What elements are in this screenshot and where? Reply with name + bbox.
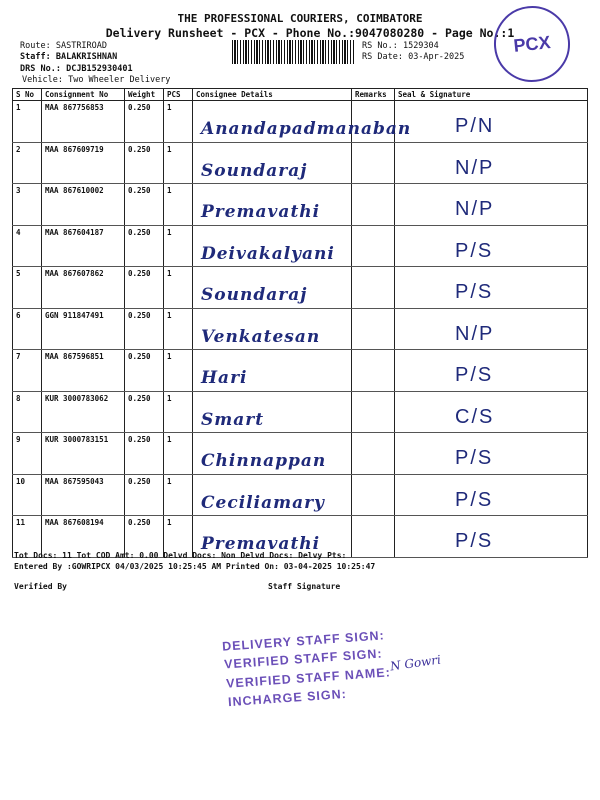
cell-sno: 9	[13, 433, 42, 475]
cell-consignment-no: MAA 867756853	[42, 101, 125, 143]
stamp-incharge-sign: INCHARGE SIGN:	[227, 686, 348, 710]
runsheet-table	[12, 88, 588, 558]
handwritten-seal-mark: P/S	[455, 239, 494, 262]
col-pcs: PCS	[164, 89, 193, 101]
cell-weight: 0.250	[125, 391, 164, 433]
cell-consignment-no: KUR 3000783062	[42, 391, 125, 433]
rs-date-line: RS Date: 03-Apr-2025	[362, 52, 465, 62]
cell-sno: 4	[13, 225, 42, 267]
staff-signature-label: Staff Signature	[268, 582, 341, 591]
handwritten-consignee-name: Premavathi	[201, 534, 321, 554]
cell-remarks	[352, 433, 395, 475]
staff-value: BALAKRISHNAN	[55, 52, 118, 62]
pcx-stamp: PCX	[490, 2, 574, 86]
handwritten-seal-mark: P/S	[455, 530, 494, 552]
table-row	[13, 391, 588, 433]
cell-consignee	[193, 433, 352, 475]
cell-pcs: 1	[164, 142, 193, 184]
cell-weight: 0.250	[125, 184, 164, 226]
col-weight: Weight	[125, 89, 164, 101]
cell-seal-signature	[395, 391, 588, 433]
verified-by-label: Verified By	[14, 582, 67, 591]
cell-pcs: 1	[164, 308, 193, 350]
table-row	[13, 184, 588, 226]
col-sno: S No	[13, 89, 42, 101]
cell-consignment-no: GGN 911847491	[42, 308, 125, 350]
cell-weight: 0.250	[125, 101, 164, 143]
table-row	[13, 142, 588, 184]
handwritten-seal-mark: C/S	[455, 405, 495, 428]
handwritten-staff-name: N Gowri	[389, 652, 442, 674]
staff-line: Staff: BALAKRISHNAN	[20, 52, 118, 62]
table-row	[13, 225, 588, 267]
vehicle-value: Two Wheeler Delivery	[68, 75, 171, 85]
cell-weight: 0.250	[125, 267, 164, 309]
cell-weight: 0.250	[125, 474, 164, 516]
cell-weight: 0.250	[125, 225, 164, 267]
cell-consignment-no: MAA 867595043	[42, 474, 125, 516]
cell-seal-signature	[395, 516, 588, 558]
cell-pcs: 1	[164, 101, 193, 143]
cell-seal-signature	[395, 267, 588, 309]
cell-seal-signature	[395, 350, 588, 392]
cell-pcs: 1	[164, 516, 193, 558]
cell-remarks	[352, 142, 395, 184]
col-remarks: Remarks	[352, 89, 395, 101]
rs-date-value: 03-Apr-2025	[408, 52, 465, 62]
cell-consignment-no: MAA 867596851	[42, 350, 125, 392]
table-row	[13, 101, 588, 143]
cell-sno: 5	[13, 267, 42, 309]
cell-pcs: 1	[164, 225, 193, 267]
cell-weight: 0.250	[125, 516, 164, 558]
cell-consignment-no: KUR 3000783151	[42, 433, 125, 475]
cell-seal-signature	[395, 433, 588, 475]
handwritten-consignee-name: Hari	[201, 368, 248, 388]
vehicle-line: Vehicle: Two Wheeler Delivery	[22, 75, 171, 85]
cell-weight: 0.250	[125, 142, 164, 184]
table-header-row	[13, 89, 588, 101]
table-row	[13, 474, 588, 516]
cell-remarks	[352, 308, 395, 350]
cell-consignee	[193, 225, 352, 267]
cell-sno: 7	[13, 350, 42, 392]
cell-sno: 2	[13, 142, 42, 184]
cell-pcs: 1	[164, 474, 193, 516]
col-seal: Seal & Signature	[395, 89, 588, 101]
cell-pcs: 1	[164, 391, 193, 433]
table-row	[13, 267, 588, 309]
cell-consignment-no: MAA 867608194	[42, 516, 125, 558]
cell-seal-signature	[395, 184, 588, 226]
cell-seal-signature	[395, 308, 588, 350]
cell-remarks	[352, 184, 395, 226]
stamp-verified-staff-name: VERIFIED STAFF NAME:	[225, 665, 392, 691]
handwritten-consignee-name: Deivakalyani	[201, 243, 335, 264]
cell-consignment-no: MAA 867609719	[42, 142, 125, 184]
handwritten-seal-mark: N/P	[455, 198, 495, 220]
route-line: Route: SASTRIROAD	[20, 41, 108, 51]
handwritten-seal-mark: P/N	[455, 115, 495, 137]
stamp-delivery-staff-sign: DELIVERY STAFF SIGN:	[221, 628, 386, 654]
rs-no-value: 1529304	[402, 41, 439, 51]
handwritten-seal-mark: P/S	[455, 281, 494, 303]
cell-consignee	[193, 184, 352, 226]
cell-sno: 8	[13, 391, 42, 433]
col-consignment: Consignment No	[42, 89, 125, 101]
cell-consignee	[193, 474, 352, 516]
cell-consignee	[193, 391, 352, 433]
col-consignee: Consignee Details	[193, 89, 352, 101]
cell-sno: 6	[13, 308, 42, 350]
handwritten-consignee-name: Soundaraj	[201, 160, 308, 181]
cell-weight: 0.250	[125, 308, 164, 350]
cell-consignment-no: MAA 867607862	[42, 267, 125, 309]
handwritten-consignee-name: Venkatesan	[201, 326, 321, 347]
cell-weight: 0.250	[125, 433, 164, 475]
cell-remarks	[352, 391, 395, 433]
cell-remarks	[352, 267, 395, 309]
cell-consignee	[193, 267, 352, 309]
drs-value: DCJB152930401	[66, 64, 133, 74]
cell-sno: 11	[13, 516, 42, 558]
cell-pcs: 1	[164, 433, 193, 475]
cell-sno: 3	[13, 184, 42, 226]
cell-remarks	[352, 225, 395, 267]
handwritten-consignee-name: Anandapadmanaban	[201, 119, 412, 139]
handwritten-seal-mark: P/S	[455, 364, 494, 386]
cell-consignee	[193, 142, 352, 184]
cell-pcs: 1	[164, 267, 193, 309]
handwritten-consignee-name: Premavathi	[201, 202, 321, 222]
drs-line: DRS No.: DCJB152930401	[20, 64, 133, 74]
table-row	[13, 308, 588, 350]
cell-seal-signature	[395, 474, 588, 516]
cell-seal-signature	[395, 142, 588, 184]
handwritten-consignee-name: Ceciliamary	[201, 492, 325, 513]
runsheet-subtitle: Delivery Runsheet - PCX - Phone No.:9047080280 - Page No.:1	[105, 26, 515, 40]
cell-sno: 10	[13, 474, 42, 516]
cell-consignee	[193, 308, 352, 350]
cell-remarks	[352, 474, 395, 516]
cell-remarks	[352, 516, 395, 558]
totals-line: Tot Docs: 11 Tot COD Amt: 0.00 Delvd Docs: Non Delvd Docs: Delvy Pts:	[14, 551, 347, 560]
cell-remarks	[352, 350, 395, 392]
cell-consignee	[193, 350, 352, 392]
table-row	[13, 433, 588, 475]
entered-by-line: Entered By :GOWRIPCX 04/03/2025 10:25:45 AM Printed On: 03-04-2025 10:25:47	[14, 562, 376, 571]
barcode-image	[232, 40, 354, 64]
handwritten-seal-mark: N/P	[455, 322, 495, 345]
handwritten-seal-mark: P/S	[455, 447, 494, 469]
handwritten-consignee-name: Smart	[201, 409, 265, 430]
handwritten-seal-mark: N/P	[455, 156, 495, 179]
route-value: SASTRIROAD	[55, 41, 108, 51]
cell-seal-signature	[395, 225, 588, 267]
cell-pcs: 1	[164, 184, 193, 226]
rs-no-line: RS No.: 1529304	[362, 41, 439, 51]
cell-consignee	[193, 101, 412, 143]
handwritten-consignee-name: Soundaraj	[201, 285, 308, 305]
stamp-verified-staff-sign: VERIFIED STAFF SIGN:	[223, 646, 383, 672]
cell-pcs: 1	[164, 350, 193, 392]
cell-weight: 0.250	[125, 350, 164, 392]
cell-consignment-no: MAA 867610002	[42, 184, 125, 226]
cell-seal-signature	[395, 101, 588, 143]
table-row	[13, 350, 588, 392]
handwritten-consignee-name: Chinnappan	[201, 451, 327, 471]
cell-sno: 1	[13, 101, 42, 143]
company-title: THE PROFESSIONAL COURIERS, COIMBATORE	[177, 12, 423, 25]
handwritten-seal-mark: P/S	[455, 488, 494, 511]
cell-consignment-no: MAA 867604187	[42, 225, 125, 267]
